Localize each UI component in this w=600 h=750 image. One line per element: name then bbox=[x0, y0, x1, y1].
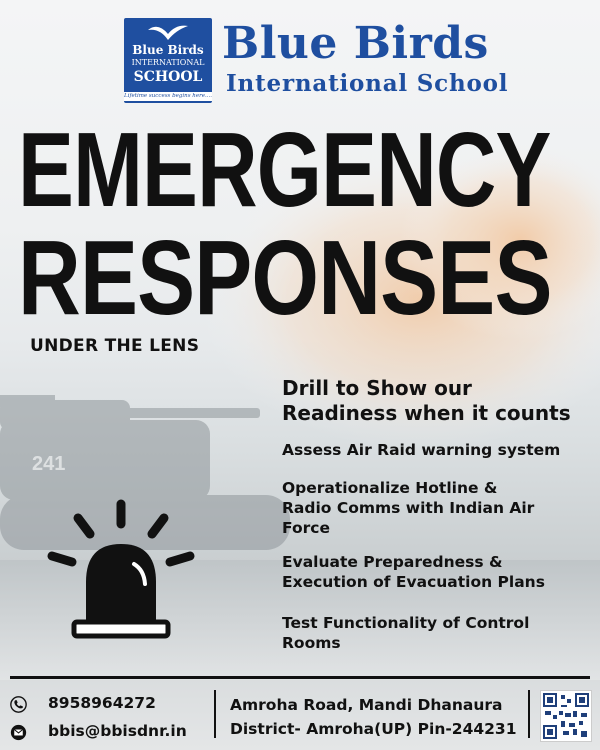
address-line-2: District- Amroha(UP) Pin-244231 bbox=[230, 720, 517, 738]
intro-line-2: Readiness when it counts bbox=[282, 401, 571, 425]
phone-number[interactable]: 8958964272 bbox=[48, 694, 156, 712]
item-line: Radio Comms with Indian Air bbox=[282, 499, 535, 517]
headline-responses: RESPONSES bbox=[18, 219, 552, 337]
school-logo bbox=[124, 18, 212, 103]
item-line: Operationalize Hotline & bbox=[282, 479, 498, 497]
item-line: Test Functionality of Control bbox=[282, 614, 530, 632]
item-line: Force bbox=[282, 519, 330, 537]
bird-icon bbox=[146, 22, 190, 44]
footer-separator bbox=[214, 690, 216, 738]
list-item bbox=[282, 613, 587, 653]
item-line: Execution of Evacuation Plans bbox=[282, 573, 545, 591]
intro-line-1: Drill to Show our bbox=[282, 376, 472, 400]
footer-divider bbox=[10, 676, 590, 679]
siren-icon bbox=[46, 498, 196, 648]
intro-text bbox=[282, 376, 592, 426]
footer-separator bbox=[528, 690, 530, 738]
logo-tagline: Lifetime success begins here.... bbox=[124, 93, 212, 99]
tank-number: 241 bbox=[32, 453, 66, 475]
subheading: UNDER THE LENS bbox=[30, 336, 200, 356]
address-line-1: Amroha Road, Mandi Dhanaura bbox=[230, 696, 503, 714]
email-address[interactable]: bbis@bbisdnr.in bbox=[48, 722, 187, 740]
list-item bbox=[282, 552, 587, 592]
list-item bbox=[282, 478, 587, 538]
logo-line3: SCHOOL bbox=[133, 69, 203, 85]
list-item bbox=[282, 440, 587, 460]
item-text: Assess Air Raid warning system bbox=[282, 441, 561, 459]
school-name: Blue Birds bbox=[222, 18, 489, 69]
logo-line2: INTERNATIONAL bbox=[131, 58, 205, 67]
item-line: Evaluate Preparedness & bbox=[282, 553, 503, 571]
qr-code[interactable] bbox=[540, 690, 592, 742]
school-subtitle: International School bbox=[226, 70, 509, 97]
headline-emergency: EMERGENCY bbox=[18, 111, 551, 229]
phone-icon bbox=[10, 696, 27, 713]
item-line: Rooms bbox=[282, 634, 341, 652]
logo-line1: Blue Birds bbox=[132, 43, 204, 57]
email-icon bbox=[10, 724, 27, 741]
